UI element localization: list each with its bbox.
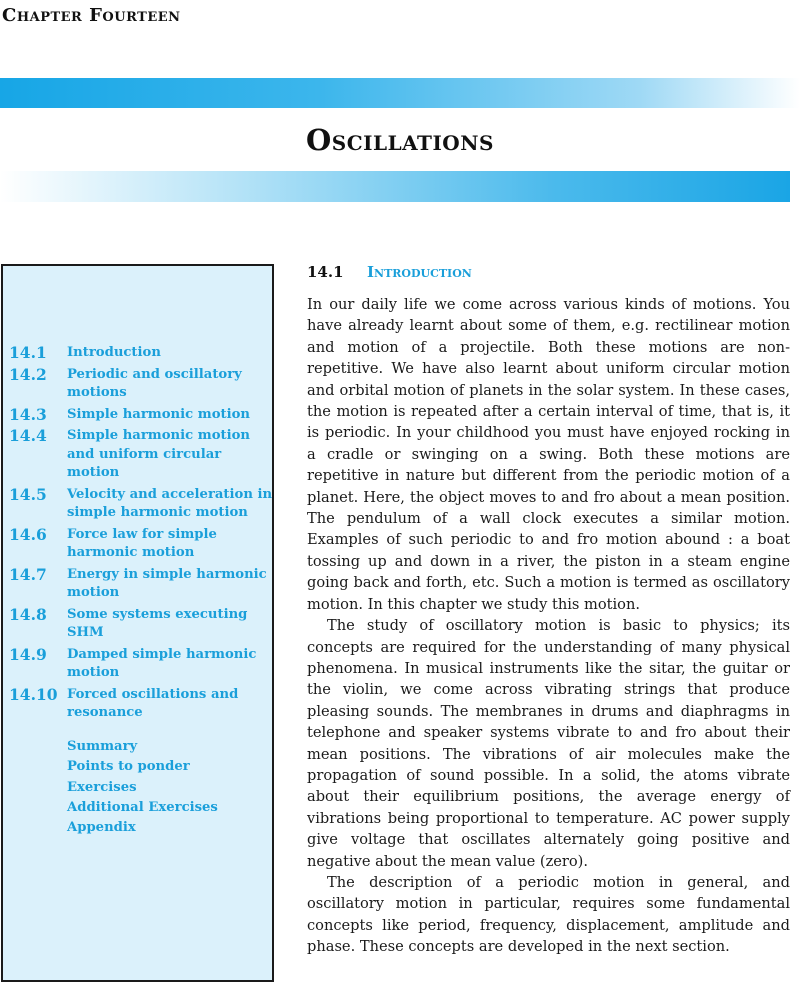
toc-item [9,606,273,643]
toc-number: 14.3 [9,404,47,424]
table-of-contents [1,264,274,982]
toc-item [9,566,273,603]
toc-number: 14.1 [9,343,47,362]
toc-title: Velocity and acceleration in simple harmonic motion [67,486,273,520]
toc-title: Energy in simple harmonic motion [67,566,267,600]
toc-title: Simple harmonic motion and uniform circular motion [67,428,250,480]
section-heading [307,263,472,281]
toc-extras-list [67,737,218,838]
toc-item [9,344,273,363]
toc-number: 14.8 [9,604,47,624]
section-number: 14.1 [307,263,344,281]
toc-title: Some systems executing SHM [67,606,248,640]
toc-title: Forced oscillations and resonance [67,686,239,720]
toc-extra-points-to-ponder: Points to ponder [67,759,190,775]
toc-title: Damped simple harmonic motion [67,646,257,680]
toc-title: Periodic and oscillatory motions [67,366,242,400]
toc-extra-summary: Summary [67,739,138,754]
decorative-band-top [0,78,800,108]
toc-item [9,646,273,683]
toc-extra-additional-exercises: Additional Exercises [67,799,218,815]
page-title: Oscillations [306,123,494,157]
toc-number: 14.10 [9,684,58,704]
toc-title: Introduction [67,345,161,360]
toc-item [9,486,273,523]
toc-item [9,526,273,563]
section-title: Introduction [367,263,472,281]
toc-list [9,344,273,726]
body-text [307,294,790,958]
chapter-label: Chapter Fourteen [2,5,181,26]
toc-extra-appendix: Appendix [67,820,136,836]
toc-item [9,366,273,403]
toc-number: 14.9 [9,644,47,664]
paragraph: In our daily life we come across various kinds of motions. You have already learnt about some of them, e.g. rectilinear motion and motion of a projectile. Both these motions are non-repetitive. We have also learnt about uniform circular motion and orbital motion of planets in the solar system. In these cases, the motion is repeated after a certain interval of time, that is, it is periodic. In your childhood you must have enjoyed rocking in a cradle or swinging on a swing. Both these motions are repetitive in nature but different from the periodic motion of a planet. Here, the object moves to and fro about a mean position. The pendulum of a wall clock executes a similar motion. Examples of such periodic to and fro motion abound : a boat tossing up and down in a river, the piston in a steam engine going back and forth, etc. Such a motion is termed as oscillatory motion. In this chapter we study this motion. [307,296,790,613]
toc-extra-exercises: Exercises [67,779,137,795]
toc-number: 14.6 [9,524,47,544]
decorative-band-bottom [0,171,790,202]
toc-number: 14.4 [9,426,47,445]
toc-number: 14.7 [9,564,47,584]
toc-item [9,427,273,483]
toc-item [9,686,273,723]
paragraph: The description of a periodic motion in general, and oscillatory motion in particular, requires some fundamental concepts like period, frequency, displacement, amplitude and phase. These concepts are developed in the next section. [307,873,790,956]
toc-number: 14.2 [9,364,47,384]
toc-number: 14.5 [9,484,47,504]
toc-title: Force law for simple harmonic motion [67,526,217,560]
toc-item [9,406,273,425]
paragraph: The study of oscillatory motion is basic to physics; its concepts are required for the understanding of many physical phenomena. In musical instruments like the sitar, the guitar or the violin, we come across vibrating strings that produce pleasing sounds. The membranes in drums and diaphragms in telephone and speaker systems vibrate to and fro about their mean positions. The vibrations of air molecules make the propagation of sound possible. In a solid, the atoms vibrate about their equilibrium positions, the average energy of vibrations being proportional to temperature. AC power supply give voltage that oscillates alternately going positive and negative about the mean value (zero). [307,617,790,870]
toc-title: Simple harmonic motion [67,406,250,422]
